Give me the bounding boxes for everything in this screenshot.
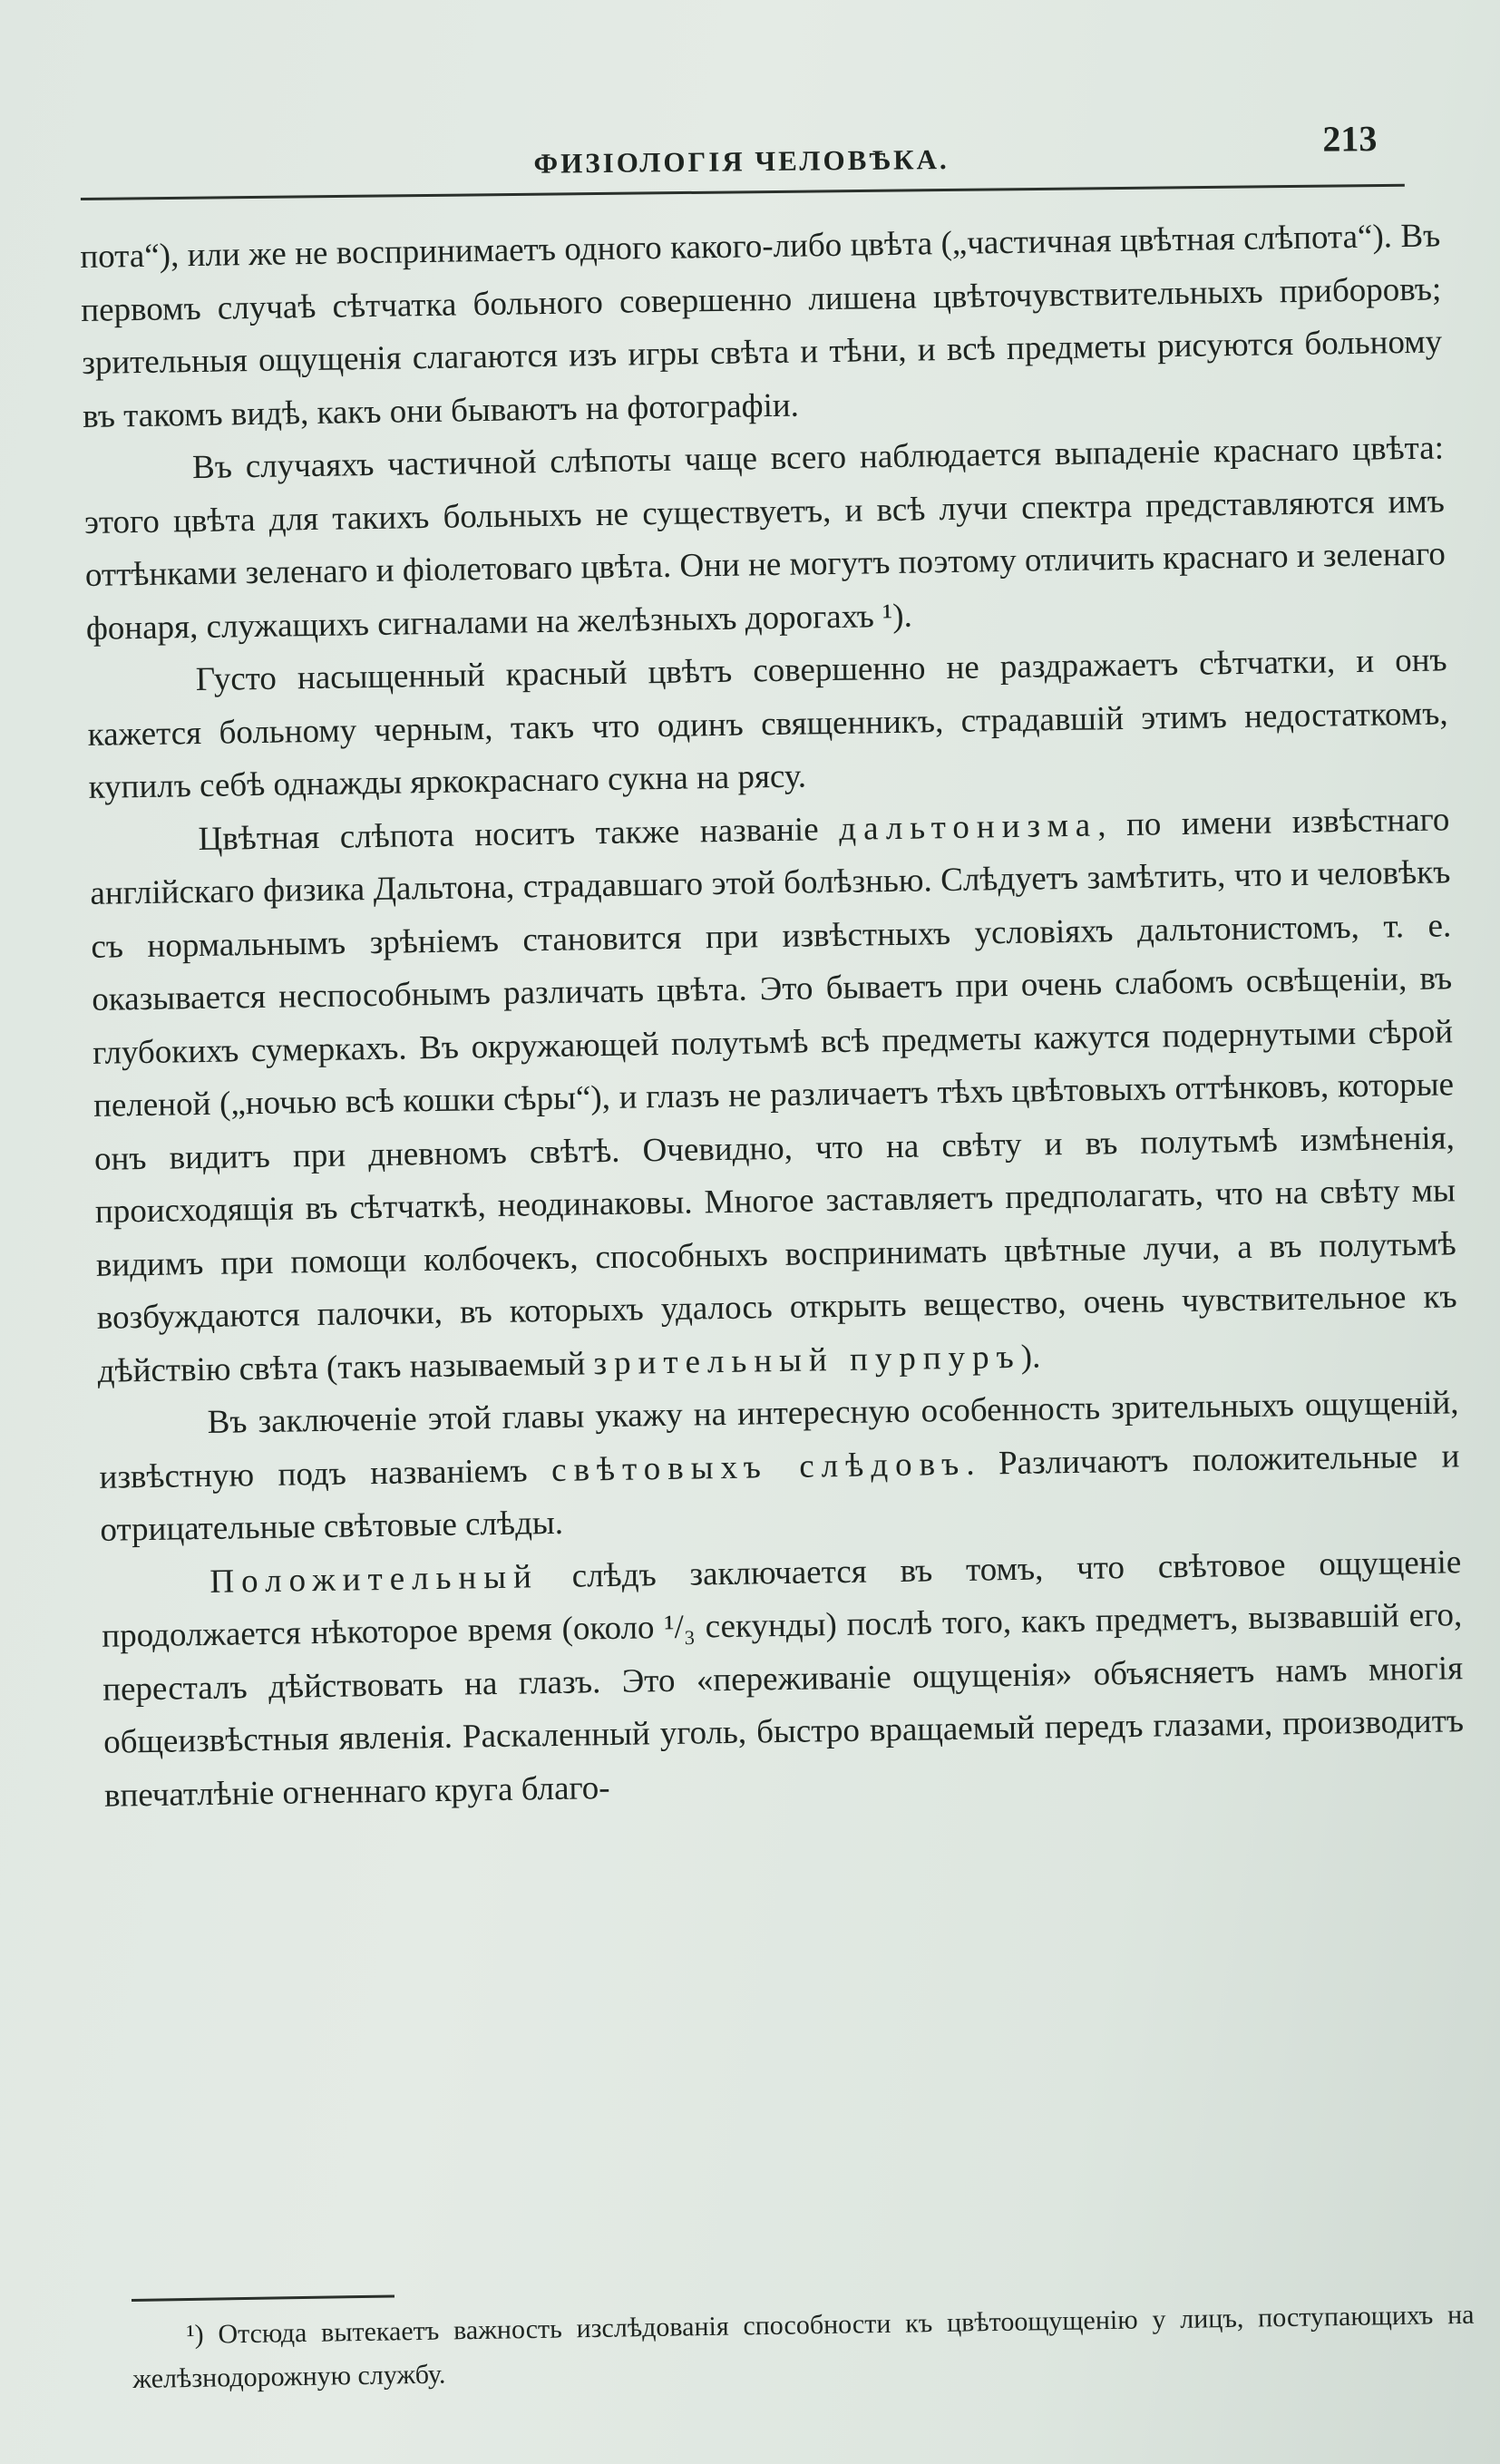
paragraph-4: Цвѣтная слѣпота носитъ также названіе дальтонизма, по имени извѣстнаго англійскаго физика Дальтона, страдавшаго этой болѣзнью. Слѣдуетъ замѣтить, что и человѣкъ съ нормальнымъ зрѣніемъ становится при извѣстныхъ условіяхъ дальтонистомъ, т. е. оказывается неспособнымъ различать цвѣта. Это бываетъ при очень слабомъ освѣщеніи, въ глубокихъ сумеркахъ. Въ окружающей полутьмѣ всѣ предметы кажутся подернутыми сѣрой пеленой („ночью всѣ кошки сѣры“), и глазъ не различаетъ тѣхъ цвѣтовыхъ оттѣнковъ, которые онъ видитъ при дневномъ свѣтѣ. Очевидно, что на свѣту и въ полутьмѣ измѣненія, происходящія въ сѣтчаткѣ, неодинаковы. Многое заставляетъ предполагать, что на свѣту мы видимъ при помощи колбочекъ, способныхъ воспринимать цвѣтные лучи, а въ полутьмѣ возбуждаются палочки, въ которыхъ удалось открыть вещество, очень чувствительное къ дѣйствію свѣта (такъ называемый зрительный пурпуръ).: [90, 800, 1457, 1390]
page-number: 213: [1322, 118, 1378, 160]
paragraph-1: пота“), или же не воспринимаетъ одного какого-либо цвѣта („частичная цвѣтная слѣпота“). Въ первомъ случаѣ сѣтчатка больного совершенно лишена цвѣточувствительныхъ приборовъ; зрительныя ощущенія слагаются изъ игры свѣта и тѣни, и всѣ предметы рисуются больному въ такомъ видѣ, какъ они бываютъ на фотографіи.: [80, 217, 1443, 435]
paragraph-5: Въ заключеніе этой главы укажу на интересную особенность зрительныхъ ощущеній, извѣстную подъ названіемъ свѣтовыхъ слѣдовъ. Различаютъ положительные и отрицательные свѣтовые слѣды.: [99, 1384, 1460, 1549]
footnotes: [131, 2278, 1476, 2401]
spaced-term-visual-purple: зрительный пурпуръ: [593, 1338, 1022, 1382]
spaced-term-daltonism: дальтонизма: [838, 805, 1098, 848]
spaced-term-positive: Положительный: [209, 1557, 540, 1601]
paragraph-3: Густо насыщенный красный цвѣтъ совершенно не раздражаетъ сѣтчатки, и онъ кажется больному черным, такъ что одинъ священникъ, страдавшій этимъ недостаткомъ, купилъ себѣ однажды яркокраснаго сукна на рясу.: [87, 641, 1448, 806]
body-text: [80, 209, 1465, 1822]
spaced-term-light-traces: свѣтовыхъ слѣдовъ: [550, 1445, 967, 1489]
footnote-rule: [131, 2294, 394, 2302]
header-rule: [81, 184, 1405, 200]
paragraph-6: Положительный слѣдъ заключается въ томъ, что свѣтовое ощущеніе продолжается нѣкоторое время (около ¹/₃ секунды) послѣ того, какъ предметъ, вызвавшій его, пересталъ дѣйствовать на глазъ. Это «переживаніе ощущенія» объясняетъ намъ многія общеизвѣстныя явленія. Раскаленный уголь, быстро вращаемый передъ глазами, производитъ впечатлѣніе огненнаго круга благо-: [102, 1543, 1465, 1815]
paragraph-2: Въ случаяхъ частичной слѣпоты чаще всего наблюдается выпаденіе краснаго цвѣта: этого цвѣта для такихъ больныхъ не существуетъ, и всѣ лучи спектра представляются имъ оттѣнками зеленаго и фіолетоваго цвѣта. Они не могутъ поэтому отличить краснаго и зеленаго фонаря, служащихъ сигналами на желѣзныхъ дорогахъ ¹).: [83, 429, 1446, 648]
footnote-1: ¹) Отсюда вытекаетъ важность изслѣдованія способности къ цвѣтоощущенію у лицъ, поступающихъ на желѣзнодорожную службу.: [132, 2299, 1475, 2394]
page-header: [80, 104, 1405, 200]
running-head: ФИЗІОЛОГІЯ ЧЕЛОВѢКА.: [533, 142, 950, 180]
